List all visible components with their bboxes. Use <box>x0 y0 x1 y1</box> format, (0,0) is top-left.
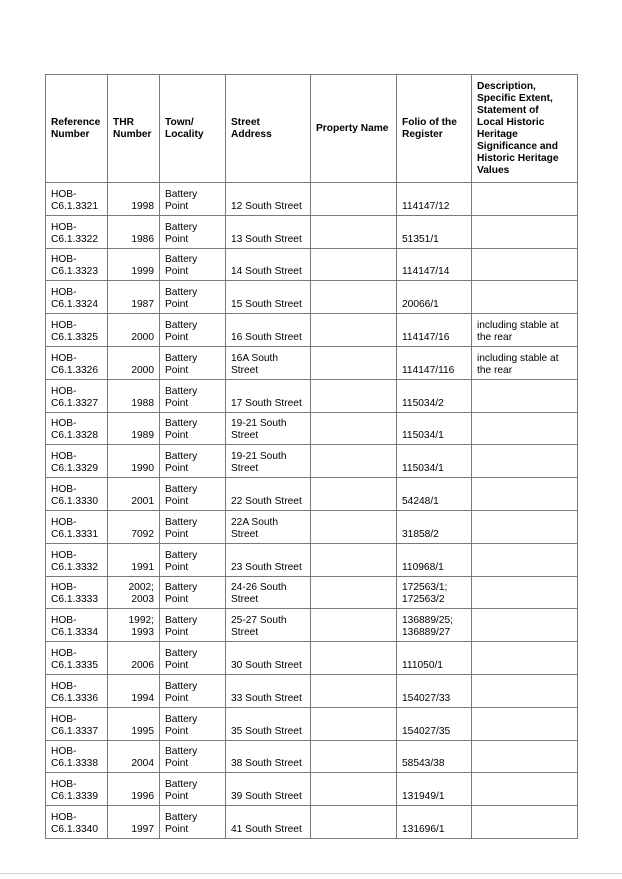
cell-folio-text: 31858/2 <box>402 528 439 540</box>
cell-folio <box>397 609 472 642</box>
cell-description <box>472 740 578 773</box>
cell-folio-text: 172563/1; 172563/2 <box>402 582 448 606</box>
cell-property-name <box>311 609 397 642</box>
cell-folio <box>397 740 472 773</box>
cell-property-name <box>311 478 397 511</box>
cell-thr-number <box>108 806 160 839</box>
cell-folio <box>397 248 472 281</box>
cell-thr-number-text: 2002; 2003 <box>128 582 154 606</box>
cell-description <box>472 314 578 347</box>
cell-reference-number <box>46 346 108 379</box>
cell-description <box>472 609 578 642</box>
cell-street-address-text: 22 South Street <box>231 495 302 507</box>
cell-street-address-text: 41 South Street <box>231 823 302 835</box>
cell-street-address <box>226 445 311 478</box>
cell-folio-text: 115034/1 <box>402 463 444 475</box>
cell-thr-number-text: 2001 <box>131 495 154 507</box>
cell-folio <box>397 806 472 839</box>
table-row <box>46 314 578 347</box>
table-row <box>46 642 578 675</box>
cell-folio-text: 131949/1 <box>402 791 445 803</box>
table-body <box>46 183 578 839</box>
cell-town-locality <box>160 806 226 839</box>
cell-town-locality <box>160 215 226 248</box>
cell-town-locality <box>160 183 226 216</box>
cell-town-locality-text: Battery Point <box>165 254 198 278</box>
table-row <box>46 609 578 642</box>
cell-folio-text: 114147/14 <box>402 266 450 278</box>
cell-property-name <box>311 248 397 281</box>
cell-thr-number-text: 2000 <box>131 364 154 376</box>
cell-property-name <box>311 412 397 445</box>
table-row <box>46 510 578 543</box>
cell-street-address-text: 25-27 South Street <box>231 615 287 639</box>
cell-street-address-text: 30 South Street <box>231 659 302 671</box>
cell-thr-number-text: 2004 <box>131 758 154 770</box>
cell-reference-number-text: HOB- C6.1.3340 <box>51 811 99 835</box>
cell-reference-number-text: HOB- C6.1.3322 <box>51 221 99 245</box>
cell-reference-number-text: HOB- C6.1.3337 <box>51 713 99 737</box>
cell-thr-number <box>108 346 160 379</box>
cell-street-address <box>226 281 311 314</box>
cell-street-address <box>226 346 311 379</box>
cell-thr-number <box>108 183 160 216</box>
cell-reference-number <box>46 314 108 347</box>
cell-folio <box>397 707 472 740</box>
cell-town-locality-text: Battery Point <box>165 582 198 606</box>
cell-folio-text: 110968/1 <box>402 561 444 573</box>
cell-folio <box>397 510 472 543</box>
cell-description <box>472 543 578 576</box>
cell-folio <box>397 478 472 511</box>
cell-description <box>472 281 578 314</box>
cell-thr-number <box>108 674 160 707</box>
cell-folio <box>397 445 472 478</box>
cell-town-locality-text: Battery Point <box>165 516 198 540</box>
cell-thr-number <box>108 707 160 740</box>
cell-folio-text: 136889/25; 136889/27 <box>402 615 453 639</box>
cell-town-locality-text: Battery Point <box>165 221 198 245</box>
cell-thr-number-text: 1999 <box>131 266 154 278</box>
cell-street-address-text: 14 South Street <box>231 266 302 278</box>
cell-reference-number-text: HOB- C6.1.3331 <box>51 516 99 540</box>
cell-town-locality <box>160 445 226 478</box>
cell-street-address-text: 38 South Street <box>231 758 302 770</box>
cell-town-locality-text: Battery Point <box>165 385 198 409</box>
header-thr-number: THR Number <box>108 75 160 183</box>
cell-reference-number-text: HOB- C6.1.3328 <box>51 418 99 442</box>
cell-town-locality-text: Battery Point <box>165 451 198 475</box>
cell-street-address <box>226 740 311 773</box>
cell-property-name <box>311 576 397 609</box>
cell-reference-number <box>46 445 108 478</box>
cell-folio <box>397 183 472 216</box>
table-row <box>46 674 578 707</box>
cell-thr-number <box>108 609 160 642</box>
cell-reference-number-text: HOB- C6.1.3333 <box>51 582 99 606</box>
cell-folio-text: 58543/38 <box>402 758 445 770</box>
header-description: Description, Specific Extent, Statement of Local Historic Heritage Significance and Historic Heritage Values <box>472 75 578 183</box>
cell-folio <box>397 576 472 609</box>
cell-reference-number-text: HOB- C6.1.3329 <box>51 451 99 475</box>
cell-town-locality <box>160 576 226 609</box>
cell-reference-number <box>46 248 108 281</box>
cell-thr-number-text: 1995 <box>131 725 154 737</box>
cell-description <box>472 183 578 216</box>
cell-reference-number-text: HOB- C6.1.3335 <box>51 647 99 671</box>
cell-description <box>472 445 578 478</box>
cell-reference-number <box>46 707 108 740</box>
table-header-row <box>46 75 578 183</box>
heritage-register-table <box>45 74 578 839</box>
cell-reference-number <box>46 642 108 675</box>
cell-town-locality <box>160 248 226 281</box>
cell-street-address <box>226 510 311 543</box>
cell-town-locality-text: Battery Point <box>165 352 198 376</box>
cell-description-text: including stable at the rear <box>477 352 559 376</box>
cell-town-locality-text: Battery Point <box>165 615 198 639</box>
cell-thr-number-text: 1991 <box>131 561 154 573</box>
cell-thr-number <box>108 281 160 314</box>
cell-reference-number <box>46 773 108 806</box>
cell-description <box>472 379 578 412</box>
cell-folio-text: 154027/33 <box>402 692 451 704</box>
header-folio: Folio of the Register <box>397 75 472 183</box>
cell-reference-number <box>46 281 108 314</box>
cell-reference-number-text: HOB- C6.1.3330 <box>51 483 99 507</box>
cell-street-address <box>226 806 311 839</box>
cell-thr-number-text: 1997 <box>131 823 154 835</box>
cell-thr-number-text: 1990 <box>131 463 154 475</box>
cell-town-locality-text: Battery Point <box>165 483 198 507</box>
header-street-address: Street Address <box>226 75 311 183</box>
cell-reference-number-text: HOB- C6.1.3323 <box>51 254 99 278</box>
cell-reference-number <box>46 510 108 543</box>
cell-reference-number-text: HOB- C6.1.3324 <box>51 287 99 311</box>
cell-thr-number <box>108 379 160 412</box>
cell-thr-number-text: 1992; 1993 <box>128 615 154 639</box>
cell-thr-number <box>108 314 160 347</box>
cell-thr-number <box>108 478 160 511</box>
cell-reference-number <box>46 412 108 445</box>
cell-property-name <box>311 346 397 379</box>
table-row <box>46 740 578 773</box>
cell-thr-number <box>108 576 160 609</box>
cell-folio <box>397 346 472 379</box>
table-row <box>46 379 578 412</box>
header-property-name: Property Name <box>311 75 397 183</box>
cell-folio-text: 131696/1 <box>402 823 445 835</box>
cell-description <box>472 806 578 839</box>
cell-description <box>472 674 578 707</box>
cell-thr-number-text: 1998 <box>131 200 154 212</box>
cell-folio-text: 111050/1 <box>402 659 443 671</box>
cell-property-name <box>311 740 397 773</box>
cell-street-address-text: 22A South Street <box>231 516 279 540</box>
cell-town-locality-text: Battery Point <box>165 746 198 770</box>
table-row <box>46 773 578 806</box>
cell-property-name <box>311 773 397 806</box>
header-town-locality: Town/ Locality <box>160 75 226 183</box>
cell-folio-text: 54248/1 <box>402 495 439 507</box>
cell-town-locality <box>160 478 226 511</box>
cell-property-name <box>311 642 397 675</box>
cell-reference-number-text: HOB- C6.1.3334 <box>51 615 99 639</box>
cell-property-name <box>311 215 397 248</box>
cell-description <box>472 707 578 740</box>
cell-town-locality <box>160 346 226 379</box>
cell-reference-number <box>46 740 108 773</box>
cell-thr-number <box>108 543 160 576</box>
cell-thr-number-text: 2006 <box>131 659 154 671</box>
cell-town-locality-text: Battery Point <box>165 713 198 737</box>
cell-street-address <box>226 543 311 576</box>
cell-street-address <box>226 314 311 347</box>
cell-town-locality <box>160 642 226 675</box>
cell-property-name <box>311 674 397 707</box>
cell-street-address <box>226 609 311 642</box>
table-row <box>46 445 578 478</box>
cell-folio <box>397 543 472 576</box>
cell-thr-number-text: 1986 <box>131 233 154 245</box>
cell-town-locality <box>160 674 226 707</box>
cell-description <box>472 215 578 248</box>
cell-town-locality-text: Battery Point <box>165 549 198 573</box>
cell-street-address-text: 19-21 South Street <box>231 451 287 475</box>
cell-folio <box>397 412 472 445</box>
cell-town-locality <box>160 543 226 576</box>
cell-thr-number-text: 1996 <box>131 791 154 803</box>
cell-thr-number <box>108 412 160 445</box>
table-row <box>46 183 578 216</box>
cell-street-address-text: 17 South Street <box>231 397 302 409</box>
cell-folio-text: 114147/12 <box>402 200 450 212</box>
cell-thr-number-text: 1994 <box>131 692 154 704</box>
cell-town-locality-text: Battery Point <box>165 811 198 835</box>
cell-town-locality <box>160 379 226 412</box>
cell-thr-number <box>108 248 160 281</box>
cell-property-name <box>311 183 397 216</box>
cell-town-locality-text: Battery Point <box>165 647 198 671</box>
cell-folio-text: 154027/35 <box>402 725 451 737</box>
cell-thr-number <box>108 510 160 543</box>
cell-street-address <box>226 248 311 281</box>
cell-street-address-text: 12 South Street <box>231 200 302 212</box>
cell-folio <box>397 773 472 806</box>
cell-property-name <box>311 806 397 839</box>
cell-thr-number-text: 1987 <box>131 299 154 311</box>
cell-reference-number <box>46 609 108 642</box>
cell-thr-number <box>108 773 160 806</box>
cell-reference-number <box>46 543 108 576</box>
cell-property-name <box>311 510 397 543</box>
cell-reference-number-text: HOB- C6.1.3332 <box>51 549 99 573</box>
table-row <box>46 576 578 609</box>
cell-street-address <box>226 412 311 445</box>
cell-description-text: including stable at the rear <box>477 319 559 343</box>
cell-reference-number-text: HOB- C6.1.3325 <box>51 319 99 343</box>
cell-reference-number-text: HOB- C6.1.3326 <box>51 352 99 376</box>
cell-description <box>472 248 578 281</box>
cell-thr-number <box>108 445 160 478</box>
table-row <box>46 215 578 248</box>
table-row <box>46 806 578 839</box>
cell-street-address-text: 16A South Street <box>231 352 279 376</box>
table-row <box>46 248 578 281</box>
cell-town-locality-text: Battery Point <box>165 319 198 343</box>
cell-street-address-text: 24-26 South Street <box>231 582 287 606</box>
cell-description <box>472 576 578 609</box>
cell-description <box>472 773 578 806</box>
cell-town-locality <box>160 412 226 445</box>
cell-reference-number-text: HOB- C6.1.3327 <box>51 385 99 409</box>
cell-description <box>472 510 578 543</box>
cell-thr-number <box>108 740 160 773</box>
cell-street-address-text: 33 South Street <box>231 692 302 704</box>
cell-thr-number-text: 2000 <box>131 331 154 343</box>
cell-folio-text: 20066/1 <box>402 299 439 311</box>
cell-description <box>472 346 578 379</box>
cell-folio <box>397 281 472 314</box>
table-row <box>46 412 578 445</box>
cell-street-address <box>226 183 311 216</box>
cell-street-address <box>226 773 311 806</box>
cell-folio <box>397 379 472 412</box>
cell-reference-number <box>46 478 108 511</box>
cell-street-address <box>226 707 311 740</box>
table-row <box>46 346 578 379</box>
table-row <box>46 543 578 576</box>
cell-reference-number-text: HOB- C6.1.3321 <box>51 188 99 212</box>
table-row <box>46 478 578 511</box>
table-row <box>46 707 578 740</box>
cell-folio <box>397 215 472 248</box>
cell-street-address-text: 19-21 South Street <box>231 418 287 442</box>
cell-reference-number <box>46 183 108 216</box>
cell-town-locality <box>160 707 226 740</box>
cell-thr-number-text: 1988 <box>131 397 154 409</box>
cell-street-address <box>226 379 311 412</box>
cell-town-locality-text: Battery Point <box>165 418 198 442</box>
cell-property-name <box>311 379 397 412</box>
cell-town-locality <box>160 609 226 642</box>
cell-property-name <box>311 543 397 576</box>
cell-thr-number-text: 1989 <box>131 430 154 442</box>
cell-street-address <box>226 576 311 609</box>
cell-folio <box>397 674 472 707</box>
cell-reference-number <box>46 215 108 248</box>
cell-town-locality-text: Battery Point <box>165 287 198 311</box>
cell-reference-number <box>46 576 108 609</box>
cell-property-name <box>311 281 397 314</box>
cell-description <box>472 478 578 511</box>
cell-street-address-text: 39 South Street <box>231 791 302 803</box>
cell-folio-text: 115034/2 <box>402 397 444 409</box>
cell-town-locality <box>160 314 226 347</box>
page-bottom-divider <box>0 873 622 874</box>
cell-folio <box>397 642 472 675</box>
cell-description <box>472 642 578 675</box>
cell-town-locality-text: Battery Point <box>165 680 198 704</box>
cell-property-name <box>311 314 397 347</box>
cell-reference-number <box>46 806 108 839</box>
cell-thr-number-text: 7092 <box>131 528 154 540</box>
cell-reference-number <box>46 379 108 412</box>
cell-street-address-text: 16 South Street <box>231 331 302 343</box>
cell-description <box>472 412 578 445</box>
cell-folio <box>397 314 472 347</box>
cell-street-address <box>226 478 311 511</box>
cell-thr-number <box>108 215 160 248</box>
cell-property-name <box>311 707 397 740</box>
cell-folio-text: 115034/1 <box>402 430 444 442</box>
cell-town-locality <box>160 281 226 314</box>
cell-street-address-text: 15 South Street <box>231 299 302 311</box>
cell-town-locality <box>160 773 226 806</box>
cell-street-address <box>226 642 311 675</box>
table-row <box>46 281 578 314</box>
cell-folio-text: 114147/16 <box>402 331 450 343</box>
cell-town-locality-text: Battery Point <box>165 779 198 803</box>
cell-town-locality <box>160 740 226 773</box>
cell-reference-number-text: HOB- C6.1.3338 <box>51 746 99 770</box>
cell-thr-number <box>108 642 160 675</box>
cell-town-locality <box>160 510 226 543</box>
cell-street-address-text: 35 South Street <box>231 725 302 737</box>
cell-property-name <box>311 445 397 478</box>
header-reference-number: Reference Number <box>46 75 108 183</box>
cell-folio-text: 51351/1 <box>402 233 439 245</box>
cell-reference-number-text: HOB- C6.1.3336 <box>51 680 99 704</box>
cell-town-locality-text: Battery Point <box>165 188 198 212</box>
cell-street-address <box>226 215 311 248</box>
cell-reference-number <box>46 674 108 707</box>
cell-street-address <box>226 674 311 707</box>
cell-street-address-text: 13 South Street <box>231 233 302 245</box>
cell-street-address-text: 23 South Street <box>231 561 302 573</box>
cell-folio-text: 114147/116 <box>402 364 455 376</box>
cell-reference-number-text: HOB- C6.1.3339 <box>51 779 99 803</box>
